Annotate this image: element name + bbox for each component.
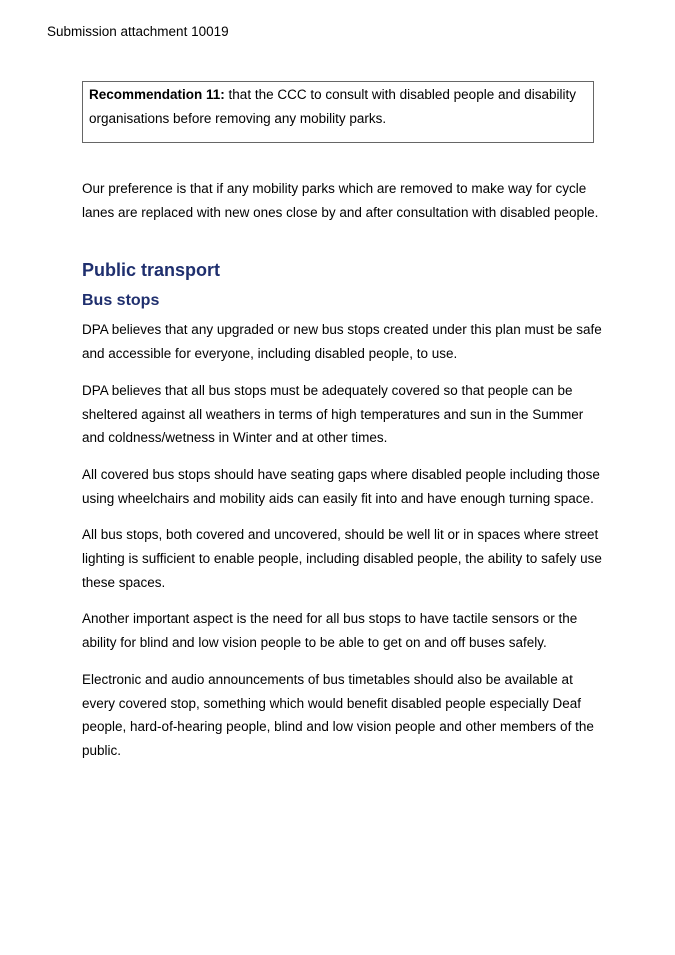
body-paragraph: DPA believes that all bus stops must be adequately covered so that people can be sheltered against all weathers in terms of high temperatures and sun in the Summer and coldness/wetness in Winter and at other times. xyxy=(82,382,584,446)
recommendation-label: Recommendation 11: xyxy=(89,87,225,102)
body-paragraph: DPA believes that any upgraded or new bus stops created under this plan must be safe and accessible for everyone, including disabled people, to use. xyxy=(82,322,602,362)
section-heading: Public transport xyxy=(82,260,221,281)
intro-paragraph: Our preference is that if any mobility parks which are removed to make way for cycle lanes are replaced with new ones close by and after consultation with disabled people. xyxy=(82,181,599,220)
page-header: Submission attachment 10019 xyxy=(47,24,229,39)
recommendation-text: that the CCC to consult with disabled people and disability organisations before removing any mobility parks. xyxy=(89,87,577,126)
recommendation-box xyxy=(82,81,594,143)
body-paragraph: All bus stops, both covered and uncovered, should be well lit or in spaces where street lighting is sufficient to enable people, including disabled people, the ability to safely use these spaces. xyxy=(82,527,602,590)
body-paragraph: Another important aspect is the need for all bus stops to have tactile sensors or the ability for blind and low vision people to be able to get on and off buses safely. xyxy=(82,611,578,651)
body-paragraph: Electronic and audio announcements of bus timetables should also be available at every covered stop, something which would benefit disabled people especially Deaf people, hard-of-hearing people, blind and low vision people and other members of the public. xyxy=(82,671,594,758)
main-content xyxy=(82,177,602,776)
body-paragraph: All covered bus stops should have seating gaps where disabled people including those using wheelchairs and mobility aids can easily fit into and have enough turning space. xyxy=(82,466,600,506)
subsection-heading: Bus stops xyxy=(82,292,160,310)
